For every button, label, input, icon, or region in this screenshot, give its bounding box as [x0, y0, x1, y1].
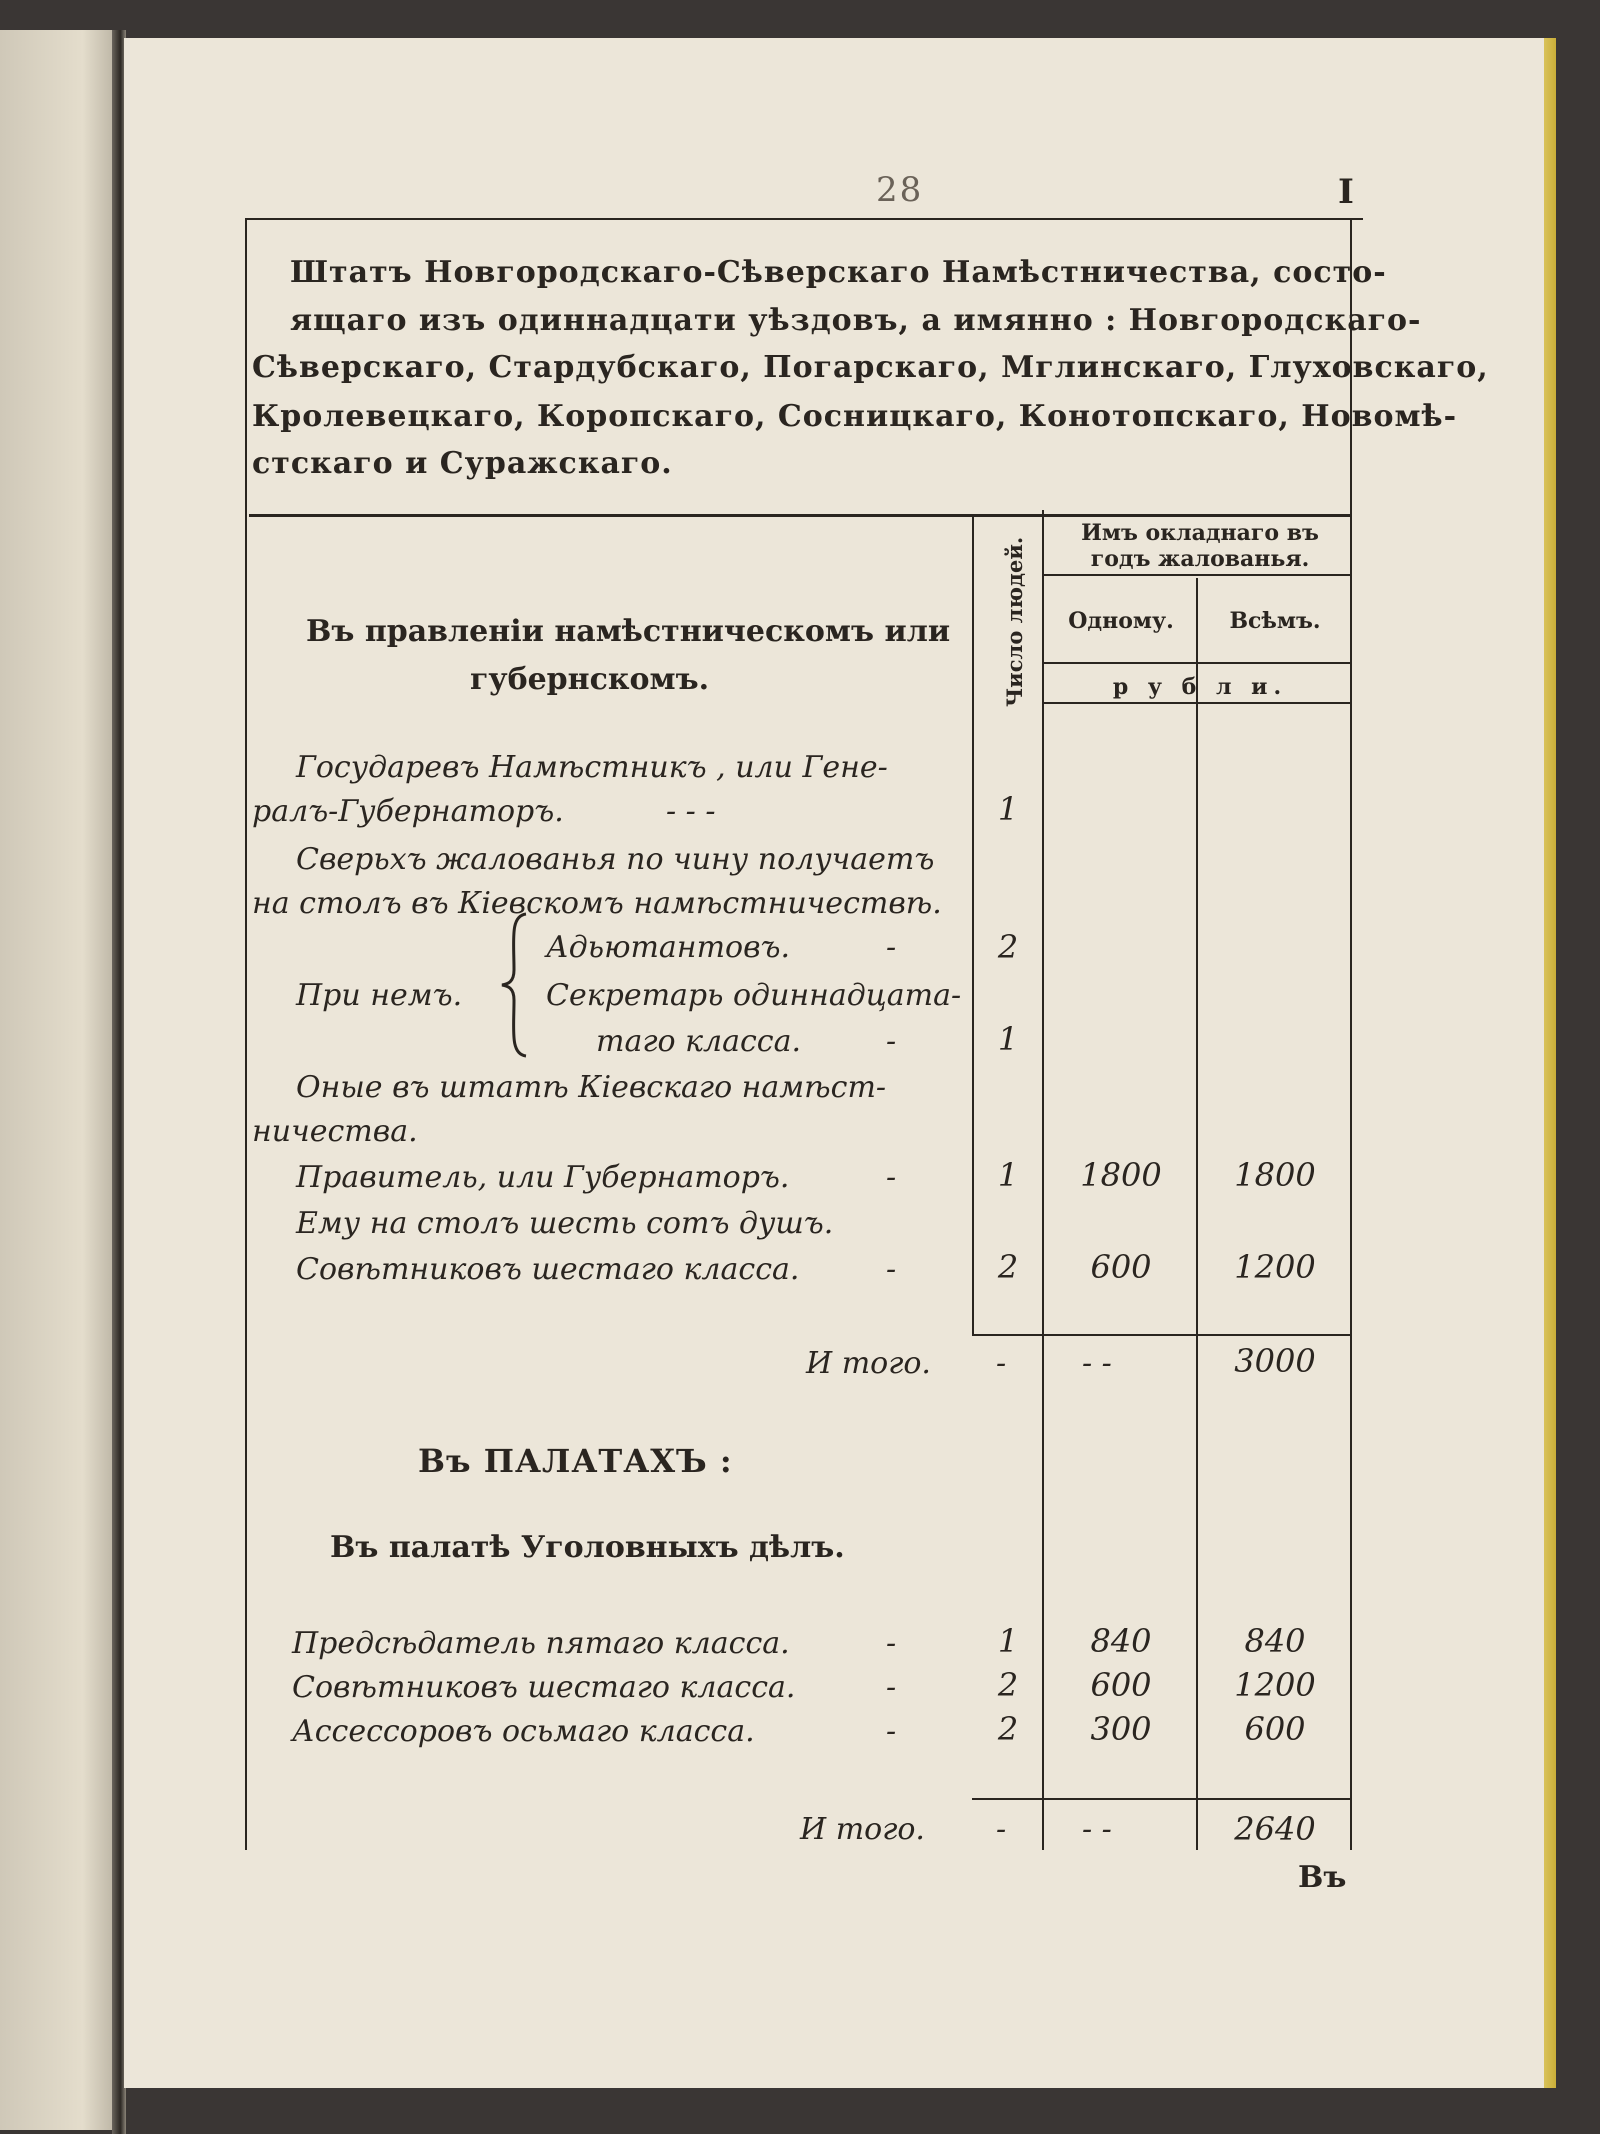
advisors-label: Совѣтниковъ шестаго класса. — [296, 1252, 800, 1287]
section2-total-label: И того. — [800, 1812, 925, 1847]
frame-left-rule — [245, 218, 247, 1850]
table-allowance-line-1: Сверьхъ жалованья по чину получаетъ — [296, 842, 935, 877]
section1-title-line-2: губернскомъ. — [470, 662, 710, 697]
secretary-line-1: Секретарь одиннадцата- — [546, 978, 962, 1013]
frame-right-rule — [1350, 218, 1352, 1850]
section1-total-dash-1: - — [996, 1346, 1007, 1381]
col-rule-3 — [1196, 578, 1198, 1850]
criminal-advisors-salary-one: 600 — [1090, 1666, 1152, 1704]
governor-general-line-1: Государевъ Намѣстникъ , или Гене- — [296, 750, 888, 785]
advisors-salary-one: 600 — [1090, 1248, 1152, 1286]
assessors-count: 2 — [997, 1710, 1019, 1748]
header-low-rule — [1044, 662, 1350, 664]
governor-count: 1 — [997, 1156, 1019, 1194]
chairman-label: Предсѣдатель пятаго класса. — [292, 1626, 790, 1661]
criminal-advisors-count: 2 — [997, 1666, 1019, 1704]
at-him-label: При немъ. — [296, 978, 463, 1013]
chairman-salary-all: 840 — [1244, 1622, 1306, 1660]
kiev-note-line-1: Оные въ штатѣ Кіевскаго намѣст- — [296, 1070, 887, 1105]
corner-mark: I — [1338, 172, 1354, 212]
header-salary-line-2: годъ жалованья. — [1090, 546, 1310, 572]
advisors-salary-all: 1200 — [1234, 1248, 1316, 1286]
governor-table-note: Ему на столъ шесть сотъ душъ. — [296, 1206, 834, 1241]
assessors-salary-all: 600 — [1244, 1710, 1306, 1748]
assessors-label: Ассессоровъ осьмаго класса. — [292, 1714, 755, 1749]
table-allowance-line-2: на столъ въ Кіевскомъ намѣстничествѣ. — [252, 886, 942, 921]
criminal-advisors-dash: - — [886, 1670, 897, 1705]
title-line-2: ящаго изъ одиннадцати уѣздовъ, а имянно : Новгородскаго- — [290, 303, 1422, 338]
adjutants-label: Адьютантовъ. — [546, 930, 791, 965]
section2-total-dash-1: - — [996, 1812, 1007, 1847]
header-count-column: Число людей. — [1002, 536, 1027, 708]
advisors-count: 2 — [997, 1248, 1019, 1286]
title-line-4: Кролевецкаго, Коропскаго, Сосницкаго, Конотопскаго, Новомѣ- — [252, 399, 1458, 434]
header-mid-rule — [1044, 574, 1350, 576]
governor-salary-all: 1800 — [1234, 1156, 1316, 1194]
governor-general-dashes: - - - — [666, 794, 716, 829]
header-units: р у б л и. — [1112, 674, 1288, 700]
section2-total-rule — [972, 1798, 1352, 1800]
header-salary-line-1: Имъ окладнаго въ — [1081, 520, 1319, 546]
section2-total-dash-2: - - — [1082, 1812, 1112, 1847]
section2-subtitle: Въ палатѣ Уголовныхъ дѣлъ. — [330, 1530, 845, 1565]
kiev-note-line-2: ничества. — [252, 1114, 418, 1149]
advisors-dash: - — [886, 1252, 897, 1287]
catchword: Въ — [1298, 1860, 1347, 1895]
chairman-count: 1 — [997, 1622, 1019, 1660]
criminal-advisors-label: Совѣтниковъ шестаго класса. — [292, 1670, 796, 1705]
header-for-all: Всѣмъ. — [1229, 608, 1321, 634]
title-line-5: стскаго и Суражскаго. — [252, 446, 673, 481]
title-separator-rule — [249, 514, 1352, 517]
chairman-dash: - — [886, 1626, 897, 1661]
governor-dash: - — [886, 1160, 897, 1195]
facing-page — [0, 30, 118, 2130]
governor-general-line-2: ралъ-Губернаторъ. — [252, 794, 564, 829]
chairman-salary-one: 840 — [1090, 1622, 1152, 1660]
section2-title: Въ ПАЛАТАХЪ : — [418, 1442, 733, 1480]
criminal-advisors-salary-all: 1200 — [1234, 1666, 1316, 1704]
title-line-1: Штатъ Новгородскаго-Сѣверскаго Намѣстничества, состо- — [290, 255, 1387, 290]
section1-total-rule — [972, 1334, 1352, 1336]
col-rule-2 — [1042, 510, 1044, 1850]
grouping-brace — [496, 910, 536, 1060]
page-number: 28 — [876, 170, 924, 210]
secretary-dash: - — [886, 1024, 897, 1059]
section2-total-value: 2640 — [1234, 1810, 1316, 1848]
title-line-3: Сѣверскаго, Стардубскаго, Погарскаго, Мглинскаго, Глуховскаго, — [252, 350, 1489, 385]
header-bottom-rule — [1044, 702, 1350, 704]
section1-total-label: И того. — [806, 1346, 931, 1381]
governor-salary-one: 1800 — [1080, 1156, 1162, 1194]
book-page — [124, 38, 1544, 2088]
adjutants-count: 2 — [997, 928, 1019, 966]
governor-label: Правитель, или Губернаторъ. — [296, 1160, 790, 1195]
page-edge — [1544, 38, 1556, 2088]
secretary-line-2: таго класса. — [596, 1024, 802, 1059]
assessors-dash: - — [886, 1714, 897, 1749]
secretary-count: 1 — [997, 1020, 1019, 1058]
section1-total-dash-2: - - — [1082, 1346, 1112, 1381]
assessors-salary-one: 300 — [1090, 1710, 1152, 1748]
governor-general-count: 1 — [997, 790, 1019, 828]
frame-top-rule — [245, 218, 1363, 220]
header-per-one: Одному. — [1068, 608, 1174, 634]
adjutants-dash: - — [886, 930, 897, 965]
col-rule-1 — [972, 516, 974, 1336]
section1-title-line-1: Въ правленіи намѣстническомъ или — [306, 614, 951, 649]
section1-total-value: 3000 — [1234, 1342, 1316, 1380]
